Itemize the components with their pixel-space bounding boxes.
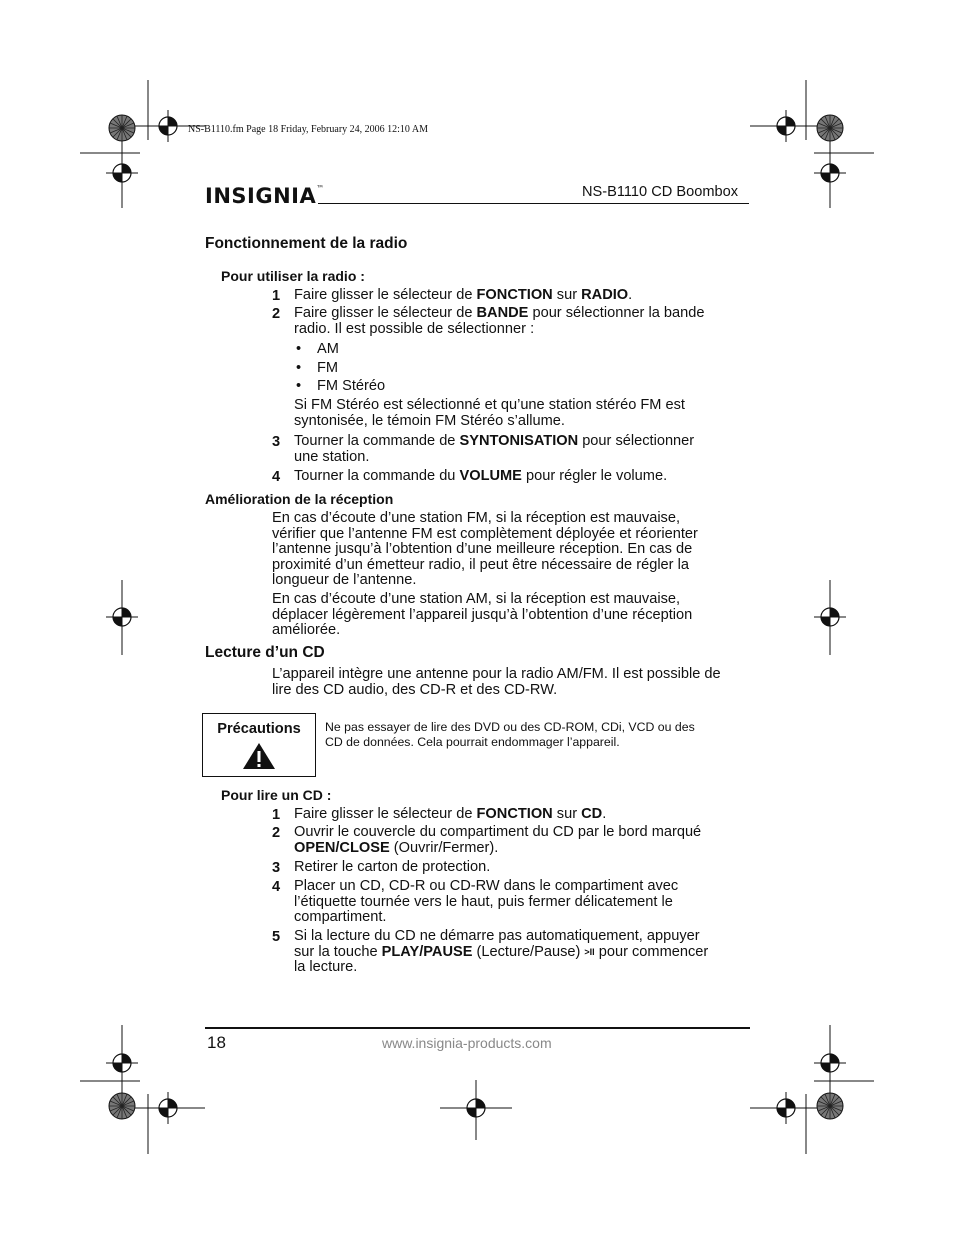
subheading-reception: Amélioration de la réception [205,491,394,507]
cd-intro-paragraph: L’appareil intègre une antenne pour la radio AM/FM. Il est possible de lire des CD audio, des CD-R et des CD-RW. [272,666,721,698]
page-number: 18 [207,1033,226,1052]
warning-icon [242,742,276,770]
step-number: 1 [272,288,281,304]
step-number: 2 [272,825,281,841]
step-number: 2 [272,306,281,322]
print-slug: NS-B1110.fm Page 18 Friday, February 24, 2006 12:10 AM [188,124,428,135]
step-number: 1 [272,807,281,823]
section-title-radio: Fonctionnement de la radio [205,235,408,252]
subheading-use-radio: Pour utiliser la radio : [221,268,365,284]
step-number: 4 [272,879,281,895]
caution-text: Ne pas essayer de lire des DVD ou des CD-ROM, CDi, VCD ou des CD de données. Cela pourrait endommager l’appareil. [325,720,695,749]
stereo-note: Si FM Stéréo est sélectionné et qu’une station stéréo FM est syntonisée, le témoin FM Stéréo s’allume. [294,397,685,429]
bullet: • [296,378,302,394]
step-number: 4 [272,469,281,485]
fm-reception-paragraph: En cas d’écoute d’une station FM, si la réception est mauvaise, vérifier que l’antenne FM est complètement déployée et réorienter l’antenne jusqu’à l’obtention d’une meilleure réception. En cas de proximité d’un émetteur radio, il peut être nécessaire de régler la longueur de l’antenne. [272,510,698,588]
trademark: ™ [316,184,325,193]
subheading-play-cd: Pour lire un CD : [221,787,332,803]
bullet: • [296,341,302,357]
list-item: AM [317,341,339,357]
list-item: FM [317,360,339,376]
step-number: 3 [272,860,281,876]
brand-logo [205,184,325,208]
section-title-cd: Lecture d’un CD [205,644,325,661]
step-number: 3 [272,434,281,450]
caution-label: Précautions [217,721,301,737]
logo-text: INSIGNIA [205,184,317,208]
caution-box [202,713,316,777]
bullet: • [296,360,302,376]
product-name: NS-B1110 CD Boombox [582,184,739,200]
step-number: 5 [272,929,281,945]
footer-url: www.insignia-products.com [382,1035,552,1051]
play-pause-symbol: >II [584,946,595,957]
list-item: FM Stéréo [317,378,386,394]
footer-rule [205,1027,750,1029]
am-reception-paragraph: En cas d’écoute d’une station AM, si la réception est mauvaise, déplacer légèrement l’appareil jusqu’à l’obtention d’une réception améliorée. [272,591,693,638]
header-rule [318,203,749,204]
